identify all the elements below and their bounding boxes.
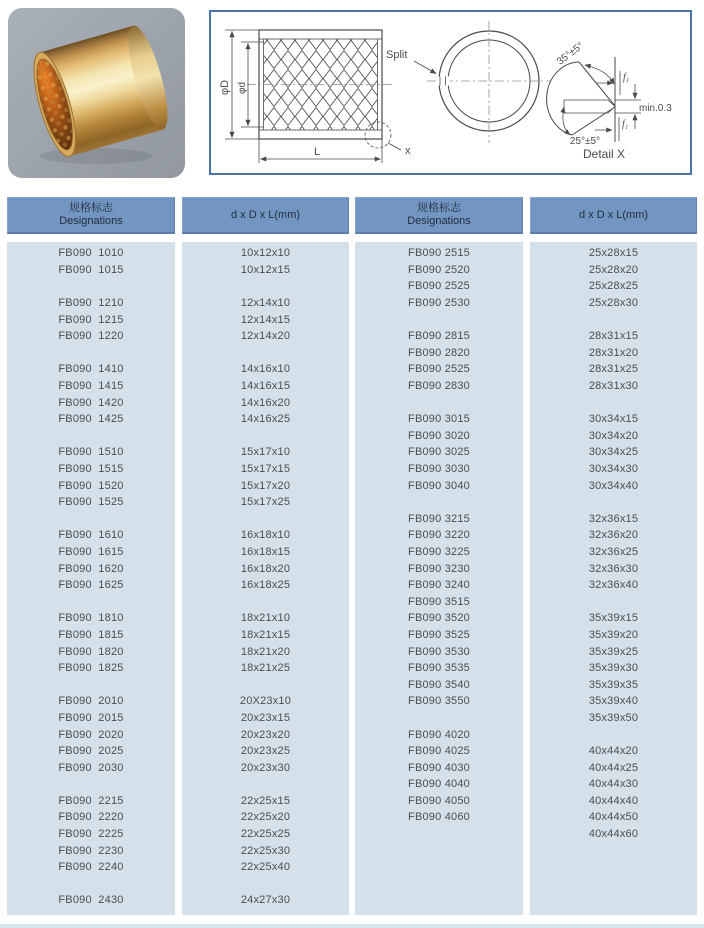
size-cell: 35x39x40 [588, 695, 639, 708]
header-designations-left [7, 197, 175, 234]
size-cell: 22x25x30 [240, 844, 291, 857]
size-cell [530, 494, 697, 511]
size-cell [530, 311, 697, 328]
detail-x-callout-label: x [405, 145, 411, 157]
designation-cell: FB090 3550 [408, 695, 470, 708]
size-cell: 15x17x20 [240, 479, 291, 492]
designation-cell: FB090 3020 [408, 429, 470, 442]
designation-cell: FB090 3015 [408, 413, 470, 426]
designation-cell [355, 826, 523, 843]
sizes-column-right [530, 242, 697, 915]
designation-cell: FB090 2515 [408, 247, 470, 260]
designation-cell: FB090 2025 [58, 745, 124, 758]
size-cell [530, 394, 697, 411]
size-cell: 32x36x25 [588, 545, 639, 558]
size-cell [182, 776, 349, 793]
size-cell: 40x44x50 [588, 811, 639, 824]
designation-cell: FB090 2820 [408, 346, 470, 359]
designation-cell: FB090 1510 [58, 446, 124, 459]
designation-cell: FB090 2010 [58, 695, 124, 708]
technical-drawing-card [209, 10, 692, 175]
designation-cell: FB090 1615 [58, 545, 124, 558]
size-cell: 25x28x20 [588, 263, 639, 276]
designation-cell: FB090 1515 [58, 463, 124, 476]
size-cell: 16x18x15 [240, 545, 291, 558]
designation-cell: FB090 3240 [408, 579, 470, 592]
designation-cell [355, 859, 523, 876]
designation-cell: FB090 1625 [58, 579, 124, 592]
size-cell: 30x34x25 [588, 446, 639, 459]
size-cell: 18x21x10 [240, 612, 291, 625]
size-cell: 25x28x15 [588, 247, 639, 260]
f1-bottom-label: f₁ [622, 119, 629, 130]
size-cell: 25x28x30 [588, 297, 639, 310]
angle-35-label: 35°±5° [555, 40, 586, 68]
size-cell: 28x31x25 [588, 363, 639, 376]
size-cell: 30x34x15 [588, 413, 639, 426]
size-cell: 32x36x30 [588, 562, 639, 575]
size-cell: 40x44x20 [588, 745, 639, 758]
size-cell: 12x14x15 [240, 313, 291, 326]
designation-cell: FB090 3230 [408, 562, 470, 575]
size-cell: 35x39x15 [588, 612, 639, 625]
designation-cell: FB090 2525 [408, 363, 470, 376]
size-cell: 22x25x25 [240, 828, 291, 841]
size-cell: 35x39x20 [588, 628, 639, 641]
size-cell: 40x44x30 [588, 778, 639, 791]
size-cell: 24x27x30 [240, 894, 291, 907]
size-cell: 14x16x15 [240, 380, 291, 393]
size-cell: 15x17x25 [240, 496, 291, 509]
designation-cell: FB090 1820 [58, 645, 124, 658]
designation-cell: FB090 1220 [58, 330, 124, 343]
dim-phid-label: φd [237, 81, 248, 94]
bushing-cylinder [25, 22, 175, 160]
detail-x-caption: Detail X [582, 147, 626, 161]
size-cell [530, 726, 697, 743]
size-cell: 32x36x15 [588, 512, 639, 525]
designation-cell: FB090 1415 [58, 380, 124, 393]
designation-cell: FB090 2015 [58, 711, 124, 724]
designation-cell [355, 892, 523, 909]
designation-cell: FB090 2520 [408, 263, 470, 276]
size-cell: 28x31x30 [588, 380, 639, 393]
designation-cell: FB090 2215 [58, 794, 124, 807]
designation-cell: FB090 2530 [408, 297, 470, 310]
size-cell: 10x12x15 [240, 263, 291, 276]
header-designations-left-en: Designations [59, 215, 123, 227]
designation-cell [355, 494, 523, 511]
ring-view [386, 21, 551, 143]
size-cell: 32x36x40 [588, 579, 639, 592]
size-cell: 20x23x15 [240, 711, 291, 724]
designation-cell: FB090 3220 [408, 529, 470, 542]
size-cell: 30x34x20 [588, 429, 639, 442]
designation-cell: FB090 1620 [58, 562, 124, 575]
size-cell: 40x44x25 [588, 761, 639, 774]
designation-cell [7, 345, 175, 362]
size-cell: 14x16x25 [240, 413, 291, 426]
size-cell: 20X23x10 [239, 695, 292, 708]
designation-cell: FB090 1010 [58, 247, 124, 260]
designation-cell [355, 394, 523, 411]
dim-L-label: L [313, 146, 321, 158]
technical-drawing [211, 12, 690, 173]
designation-cell [355, 710, 523, 727]
designation-cell: FB090 3540 [408, 678, 470, 691]
size-cell: 30x34x40 [588, 479, 639, 492]
size-cell: 15x17x15 [240, 463, 291, 476]
designation-cell: FB090 4060 [408, 811, 470, 824]
size-cell: 12x14x10 [240, 297, 291, 310]
size-cell: 25x28x25 [588, 280, 639, 293]
size-cell: 10x12x10 [240, 247, 291, 260]
designation-cell: FB090 2525 [408, 280, 470, 293]
page-bottom-strip [0, 924, 704, 928]
designation-cell [355, 842, 523, 859]
designation-cell: FB090 4025 [408, 745, 470, 758]
designation-cell: FB090 4050 [408, 794, 470, 807]
designations-column-right [355, 242, 523, 915]
size-cell: 14x16x20 [240, 396, 291, 409]
size-cell [182, 345, 349, 362]
designation-cell: FB090 1410 [58, 363, 124, 376]
designation-cell [355, 876, 523, 893]
photo-shadow [40, 148, 152, 164]
size-cell: 22x25x15 [240, 794, 291, 807]
size-cell: 32x36x20 [588, 529, 639, 542]
size-cell: 35x39x35 [588, 678, 639, 691]
size-cell: 18x21x15 [240, 628, 291, 641]
size-cell [182, 876, 349, 893]
designation-cell: FB090 1520 [58, 479, 124, 492]
header-designations-right-zh: 规格标志 [417, 202, 461, 214]
size-cell: 35x39x30 [588, 662, 639, 675]
designation-cell [7, 593, 175, 610]
size-cell [530, 859, 697, 876]
designation-cell: FB090 3215 [408, 512, 470, 525]
designation-cell: FB090 4020 [408, 728, 470, 741]
size-cell: 16x18x25 [240, 579, 291, 592]
designation-cell [7, 676, 175, 693]
header-size-right-label: d x D x L(mm) [578, 208, 649, 221]
designation-cell: FB090 3525 [408, 628, 470, 641]
designation-cell: FB090 1610 [58, 529, 124, 542]
split-label: Split [386, 49, 408, 61]
size-cell [182, 511, 349, 528]
min-0-3-label: min.0.3 [639, 103, 672, 114]
size-cell [530, 876, 697, 893]
size-cell: 18x21x20 [240, 645, 291, 658]
sizes-column-left [182, 242, 349, 915]
size-cell [530, 593, 697, 610]
size-cell: 22x25x20 [240, 811, 291, 824]
designation-cell: FB090 2220 [58, 811, 124, 824]
designation-cell: FB090 3040 [408, 479, 470, 492]
f1-top-label: f₁ [623, 72, 630, 83]
designation-cell: FB090 3030 [408, 463, 470, 476]
designation-cell: FB090 1815 [58, 628, 124, 641]
designation-cell: FB090 1810 [58, 612, 124, 625]
size-cell: 15x17x10 [240, 446, 291, 459]
designation-cell [7, 278, 175, 295]
header-designations-right-en: Designations [407, 215, 471, 227]
designation-cell: FB090 3025 [408, 446, 470, 459]
size-cell [182, 593, 349, 610]
size-cell [530, 892, 697, 909]
designation-cell: FB090 3530 [408, 645, 470, 658]
size-cell: 20x23x25 [240, 745, 291, 758]
header-designations-right [355, 197, 523, 234]
size-cell: 35x39x25 [588, 645, 639, 658]
designation-cell [7, 511, 175, 528]
designation-cell: FB090 2230 [58, 844, 124, 857]
header-size-left-label: d x D x L(mm) [230, 208, 301, 221]
designation-cell: FB090 2240 [58, 861, 124, 874]
designation-cell: FB090 1425 [58, 413, 124, 426]
size-cell [530, 842, 697, 859]
designation-cell: FB090 4030 [408, 761, 470, 774]
angle-25-label: 25°±5° [569, 136, 601, 147]
header-size-right [530, 197, 697, 234]
designation-cell: FB090 2430 [58, 894, 124, 907]
designation-cell: FB090 1015 [58, 263, 124, 276]
designation-cell: FB090 1825 [58, 662, 124, 675]
designation-cell: FB090 2830 [408, 380, 470, 393]
designation-cell: FB090 3535 [408, 662, 470, 675]
size-cell: 30x34x30 [588, 463, 639, 476]
size-cell: 18x21x25 [240, 662, 291, 675]
size-cell: 35x39x50 [588, 711, 639, 724]
size-cell: 20x23x20 [240, 728, 291, 741]
designation-cell: FB090 1210 [58, 297, 124, 310]
size-cell [182, 676, 349, 693]
designation-cell: FB090 3515 [408, 595, 470, 608]
designation-cell: FB090 1420 [58, 396, 124, 409]
designation-cell: FB090 3225 [408, 545, 470, 558]
size-cell: 16x18x10 [240, 529, 291, 542]
header-size-left [182, 197, 349, 234]
designation-cell [7, 776, 175, 793]
cross-section-view [219, 30, 411, 163]
dim-phiD-label: φD [219, 79, 231, 95]
designation-cell: FB090 1525 [58, 496, 124, 509]
designation-cell: FB090 1215 [58, 313, 124, 326]
size-cell: 16x18x20 [240, 562, 291, 575]
size-cell: 28x31x15 [588, 330, 639, 343]
size-cell: 28x31x20 [588, 346, 639, 359]
designation-cell: FB090 2815 [408, 330, 470, 343]
designation-cell: FB090 4040 [408, 778, 470, 791]
size-cell [182, 278, 349, 295]
designation-cell: FB090 2020 [58, 728, 124, 741]
size-cell: 20x23x30 [240, 761, 291, 774]
header-designations-left-zh: 规格标志 [69, 202, 113, 214]
size-cell: 14x16x10 [240, 363, 291, 376]
size-cell: 12x14x20 [240, 330, 291, 343]
product-photo-card [8, 8, 185, 178]
detail-x-view [547, 41, 673, 161]
designation-cell: FB090 2225 [58, 828, 124, 841]
designation-cell [355, 311, 523, 328]
designation-cell: FB090 3520 [408, 612, 470, 625]
designation-cell: FB090 2030 [58, 761, 124, 774]
designation-cell [7, 428, 175, 445]
size-cell: 40x44x40 [588, 794, 639, 807]
size-cell: 40x44x60 [588, 828, 639, 841]
designations-column-left [7, 242, 175, 915]
designation-cell [7, 876, 175, 893]
bronze-bushing-photo [8, 8, 185, 178]
size-cell [182, 428, 349, 445]
size-cell: 22x25x40 [240, 861, 291, 874]
